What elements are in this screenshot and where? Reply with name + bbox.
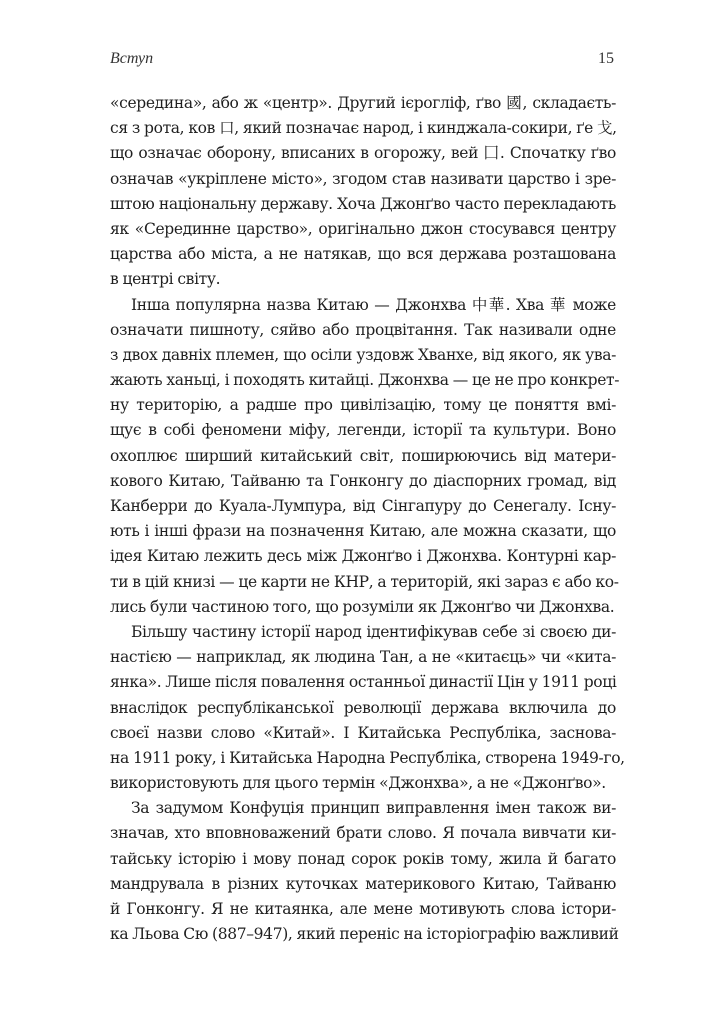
text-line: означав «укріплене місто», згодом став називати царство і зре-: [110, 169, 616, 188]
text-line: жають ханьці, і походять китайці. Джонхва — це не про конкрет-: [110, 371, 620, 390]
text-line: ють і інші фрази на позначення Китаю, але можна сказати, що: [110, 522, 616, 541]
running-head-title: Вступ: [110, 50, 154, 67]
text-line: значав, хто вповноважений брати слово. Я почала вивчати ки-: [110, 824, 616, 843]
text-line: на 1911 року, і Китайська Народна Республіка, створена 1949-го,: [110, 748, 625, 767]
text-line: царства або міста, а не натякав, що вся держава розташована: [110, 245, 616, 264]
text-line: використовують для цього термін «Джонхва», а не «Джонґво».: [110, 774, 606, 793]
text-line: Інша популярна назва Китаю — Джонхва 中華. Хва 華 може: [131, 295, 616, 314]
text-line: лись були частиною того, що розуміли як Джонґво чи Джонхва.: [110, 597, 615, 616]
text-line: ідея Китаю лежить десь між Джонґво і Джонхва. Контурні кар-: [110, 547, 616, 566]
text-line: охоплює ширший китайський світ, поширюючись від матери-: [110, 446, 616, 465]
text-line: За задумом Конфуція принцип виправлення імен також ви-: [131, 799, 616, 818]
text-line: Більшу частину історії народ ідентифікував себе зі своєю ди-: [131, 622, 616, 641]
text-line: щує в собі феномени міфу, легенди, історії та культури. Воно: [110, 421, 616, 440]
text-line: ка Льова Сю (887–947), який переніс на історіографію важливий: [110, 925, 619, 944]
text-line: Канберри до Куала-Лумпура, від Сінгапуру до Сенегалу. Існу-: [110, 497, 616, 515]
text-line: янка». Лише після повалення останньої династії Цін у 1911 році: [110, 673, 617, 692]
text-line: в центрі світу.: [110, 270, 221, 289]
text-line: з двох давніх племен, що осіли уздовж Хванхе, від якого, як ува-: [110, 345, 616, 364]
text-line: настією — наприклад, як людина Тан, а не «китаєць» чи «кита-: [110, 648, 616, 667]
text-line: штою національну державу. Хоча Джонґво часто перекладають: [110, 194, 616, 213]
text-line: означати пишноту, сяйво або процвітання. Так називали одне: [110, 320, 616, 339]
text-line: як «Серединне царство», оригінально джон стосувався центру: [110, 219, 616, 238]
text-line: «середина», або ж «центр». Другий ієрогліф, ґво 國, складаєть-: [110, 94, 616, 112]
text-line: мандрувала в різних куточках материкового Китаю, Тайваню: [110, 874, 616, 893]
text-line: й Гонконгу. Я не китаянка, але мене мотивують слова істори-: [110, 900, 616, 918]
body-text: [110, 91, 625, 947]
text-line: кового Китаю, Тайваню та Гонконгу до діаспорних громад, від: [110, 471, 616, 490]
text-line: що означає оборону, вписаних в огорожу, вей 囗. Спочатку ґво: [110, 144, 616, 163]
page-number: 15: [598, 50, 614, 67]
text-line: ся з рота, ков 口, який позначає народ, і кинджала-сокири, ґе 戈,: [110, 119, 617, 138]
text-line: своєї назви слово «Китай». І Китайська Республіка, заснова-: [110, 723, 616, 742]
text-line: тайську історію і мову понад сорок років тому, жила й багато: [110, 849, 616, 868]
text-line: ти в цій книзі — це карти не КНР, а територій, які зараз є або ко-: [110, 572, 619, 591]
text-line: внаслідок республіканської революції держава включила до: [110, 698, 616, 717]
text-line: ну територію, а радше про цивілізацію, тому це поняття вмі-: [110, 396, 616, 415]
